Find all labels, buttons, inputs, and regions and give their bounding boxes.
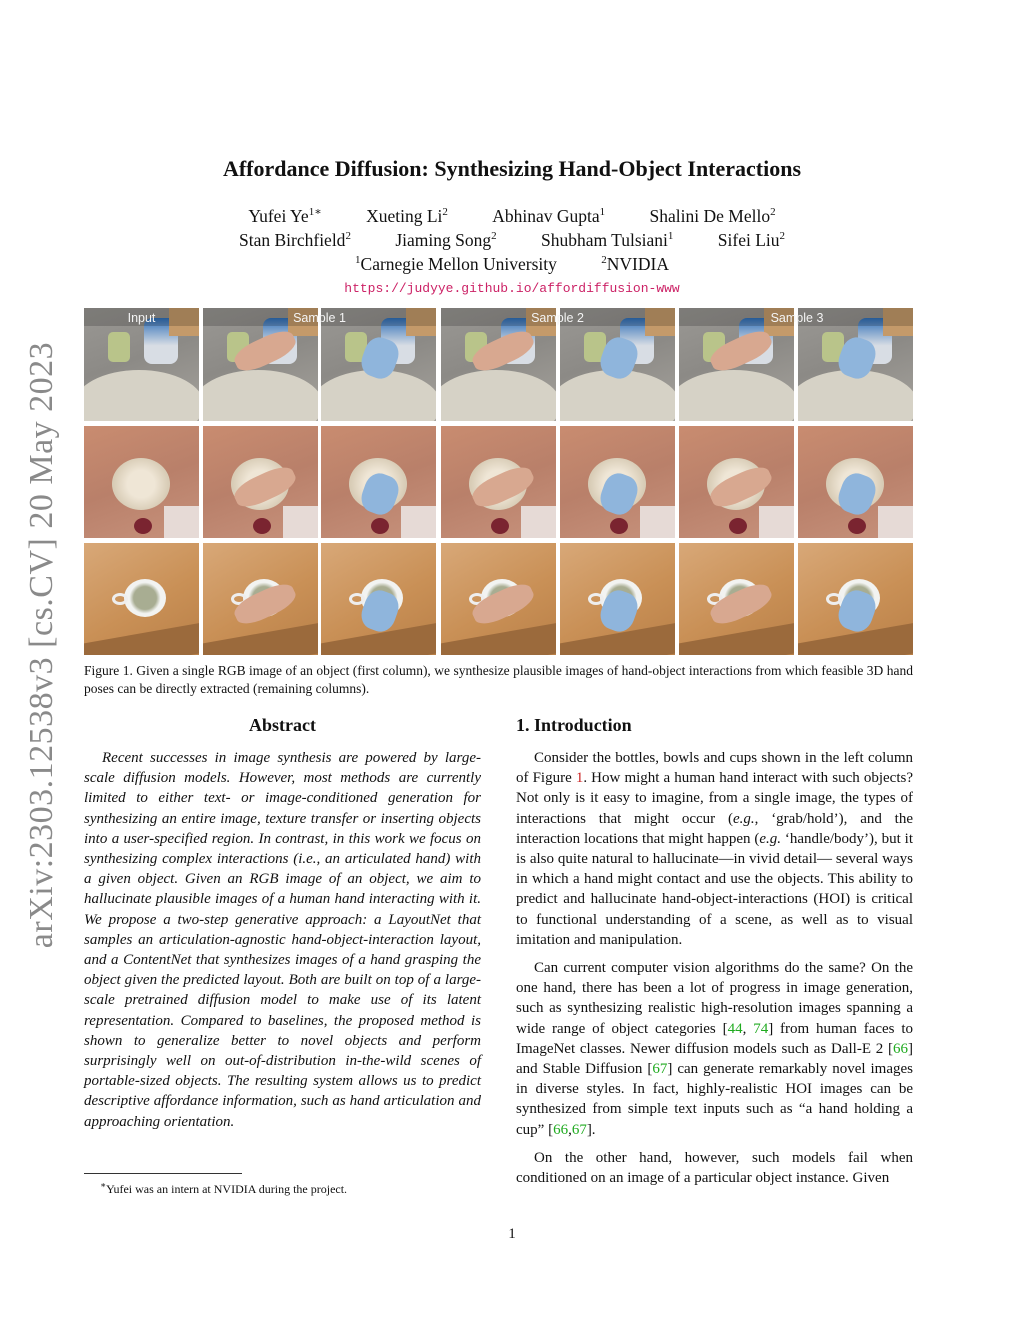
arxiv-stamp [12, 341, 72, 949]
affiliation: $^1$Carnegie Mellon University [355, 254, 557, 274]
arxiv-identifier: arXiv:2303.12538v3 [cs.CV] 20 May 2023 [23, 341, 61, 949]
intro-paragraph-3: On the other hand, however, such models fail when conditioned on an image of a particular object instance. Given [516, 1149, 913, 1187]
board-shape [640, 506, 675, 538]
figure-image-bowl [560, 426, 675, 538]
figure-image-cup [441, 543, 556, 655]
bowl-shape [679, 370, 794, 421]
citation-link[interactable]: 74 [753, 1020, 769, 1037]
figure-image-cup [560, 543, 675, 655]
cup-handle-shape [826, 593, 842, 605]
figure-image-cup [679, 543, 794, 655]
citation-link[interactable]: 66 [553, 1121, 569, 1138]
onion-shape [371, 518, 389, 534]
figure-image-bowl [321, 426, 436, 538]
figure-label-sample-2: Sample 2 [531, 311, 584, 325]
bowl-shape [84, 370, 199, 421]
figure-image-bowl [798, 426, 913, 538]
board-shape [759, 506, 794, 538]
author-line-2 [0, 230, 1024, 251]
board-shape [401, 506, 436, 538]
affiliations [0, 254, 1024, 275]
paper-title: Affordance Diffusion: Synthesizing Hand-Object Interactions [222, 156, 802, 181]
author: Xueting Li$^2$ [366, 206, 448, 226]
figure-image-cup [798, 543, 913, 655]
figure-image-bowl [679, 426, 794, 538]
onion-shape [253, 518, 271, 534]
intro-paragraph-2: Can current computer vision algorithms do the same? On the one hand, there has been a lot of progress in image generation, such as synthesizing realistic high-resolution images spanning a wide range of object categories [44, 74] from human faces to ImageNet classes. Newer diffusion models such as Dall-E 2 [66] and Stable Diffusion [67] can generate remarkably novel images in diverse styles. In fact, highly-realistic HOI images can be synthesized from simple text inputs such as “a hand holding a cup” [66,67]. [516, 960, 914, 1138]
figure-label-input: Input [127, 311, 156, 325]
project-url[interactable]: https://judyye.github.io/affordiffusion-www [344, 281, 680, 296]
jar-shape [108, 332, 130, 362]
cup-handle-shape [588, 593, 604, 605]
board-shape [283, 506, 318, 538]
abstract-heading: Abstract [249, 715, 316, 735]
figure-image-cup [203, 543, 318, 655]
citation-link[interactable]: 67 [652, 1061, 668, 1078]
cup-handle-shape [349, 593, 365, 605]
onion-shape [491, 518, 509, 534]
figure-caption: Figure 1. Given a single RGB image of an object (first column), we synthesize plausible images of hand-object interactions from which feasible 3D hand poses can be directly extracted (remaining columns). [84, 663, 913, 696]
page-number: 1 [508, 1226, 516, 1242]
author-line-1 [0, 206, 1024, 227]
author: Jiaming Song$^2$ [395, 230, 497, 250]
author: Sifei Liu$^2$ [717, 230, 785, 250]
abstract-text: Recent successes in image synthesis are powered by large-scale diffusion models. However, most methods are currently limited to either text- or image-conditioned generation for synthesizing an entire image, texture transfer or inserting objects into a user-specified region. In contrast, in this work we focus on synthesizing complex interactions (i.e., an articulated hand) with a given object. Given an RGB image of an object, we aim to hallucinate plausible images of a human hand interacting with it. We propose a two-step generative approach: a LayoutNet that samples an articulation-agnostic hand-object-interaction layout, and a ContentNet that synthesizes images of a hand grasping the object given the predicted layout. Both are built on top of a large-scale pretrained diffusion model to make use of its latent representation. Compared to baselines, the proposed method is shown to generalize better to novel objects and perform surprisingly well on out-of-distribution in-the-wild scenes of portable-sized objects. The resulting system allows us to predict descriptive affordance information, such as hand articulation and approaching orientation. [84, 750, 481, 1130]
citation-link[interactable]: 66 [893, 1040, 908, 1057]
author: Shubham Tulsiani$^1$ [540, 230, 674, 250]
teaser-figure [84, 308, 915, 655]
bowl-shape [112, 458, 170, 510]
bowl-shape [203, 370, 318, 421]
figure-image-bowl [441, 426, 556, 538]
author: Shalini De Mello$^2$ [649, 206, 776, 226]
author: Abhinav Gupta$^1$ [492, 206, 606, 226]
bowl-shape [441, 370, 556, 421]
intro-paragraph-1: Consider the bottles, bowls and cups shown in the left column of Figure 1. How might a human hand interact with such objects? Not only is it easy to imagine, from a single image, the types of interactions that might occur (e.g., ‘grab/hold’), and the interaction locations that might happen (e.g. ‘handle/body’), but it is also quite natural to hallucinate—in vivid detail— several ways in which a hand might contact and use the objects. This ability to predict and hallucinate hand-object-interactions (HOI) is critical to functional understanding of a scene, as well as to visual imitation and manipulation. [516, 750, 913, 948]
figure-reference-link[interactable]: 1 [575, 770, 584, 787]
board-shape [521, 506, 556, 538]
figure-label-sample-1: Sample 1 [293, 311, 346, 325]
onion-shape [848, 518, 866, 534]
introduction-column [516, 715, 913, 1196]
board-shape [878, 506, 913, 538]
figure-image-bowl [203, 426, 318, 538]
introduction-heading: 1. Introduction [516, 715, 632, 735]
figure-image-cup [321, 543, 436, 655]
citation-link[interactable]: 44 [727, 1020, 743, 1037]
board-shape [164, 506, 199, 538]
cup-handle-shape [112, 593, 128, 605]
abstract-column [84, 715, 481, 1132]
author: Stan Birchfield$^2$ [239, 230, 351, 250]
footnote-rule [84, 1173, 242, 1174]
onion-shape [134, 518, 152, 534]
affiliation: $^2$NVIDIA [601, 254, 669, 274]
figure-image-bowl [84, 426, 199, 538]
author: Yufei $Ye^{1∗}$ [248, 206, 322, 226]
cup-shape [124, 579, 166, 617]
figure-image-cup [84, 543, 199, 655]
onion-shape [729, 518, 747, 534]
citation-link[interactable]: 67 [571, 1121, 587, 1138]
onion-shape [610, 518, 628, 534]
footnote: ∗Yufei was an intern at NVIDIA during the project. [100, 1180, 348, 1196]
figure-label-sample-3: Sample 3 [770, 311, 824, 325]
